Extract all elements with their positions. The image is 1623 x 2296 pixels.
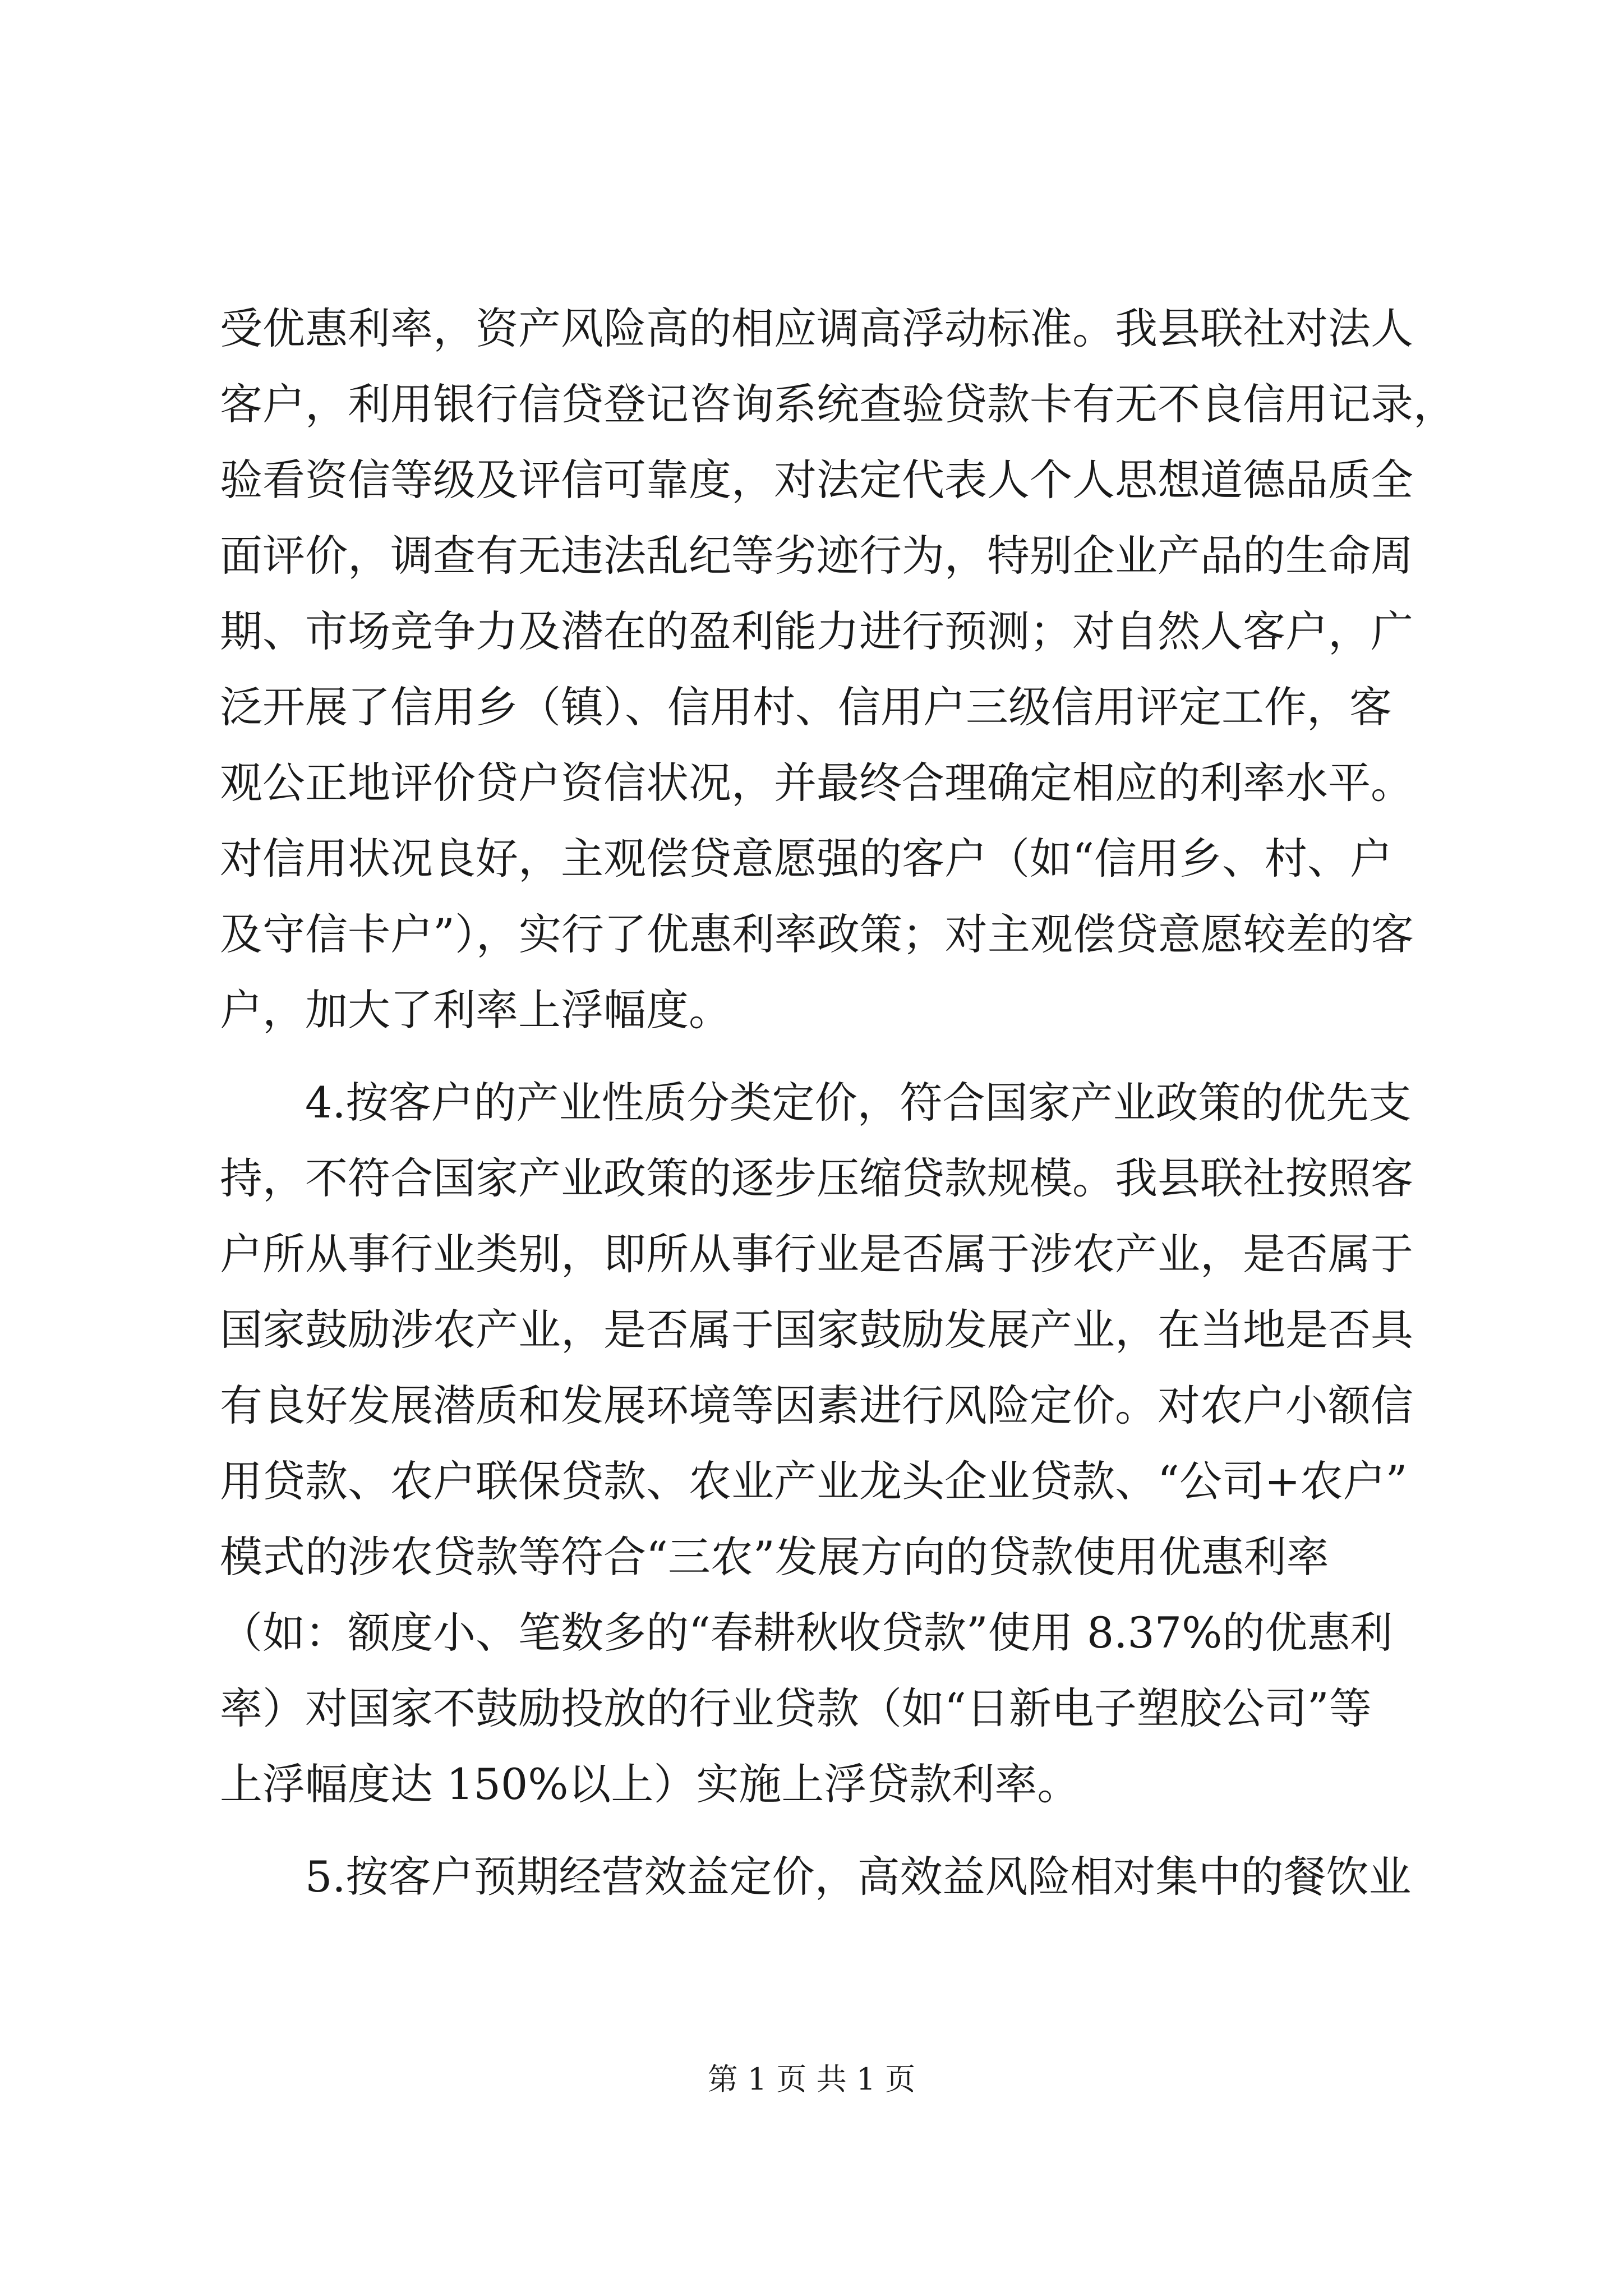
paragraph bbox=[220, 1839, 1454, 1915]
text-line: 有良好发展潜质和发展环境等因素进行风险定价。对农户小额信 bbox=[220, 1381, 1413, 1430]
text-line: 面评价，调查有无违法乱纪等劣迹行为，特别企业产品的生命周 bbox=[220, 531, 1413, 581]
text-line: 5.按客户预期经营效益定价，高效益风险相对集中的餐饮业 bbox=[305, 1852, 1412, 1902]
text-line: 用贷款、农户联保贷款、农业产业龙头企业贷款、“公司+农户” bbox=[220, 1456, 1408, 1506]
text-line: 模式的涉农贷款等符合“三农”发展方向的贷款使用优惠利率 bbox=[220, 1532, 1329, 1582]
text-line: 客户，利用银行信贷登记咨询系统查验贷款卡有无不良信用记录， bbox=[220, 379, 1456, 429]
text-line: （如：额度小、笔数多的“春耕秋收贷款”使用 8.37%的优惠利 bbox=[220, 1608, 1393, 1658]
text-line: 上浮幅度达 150%以上）实施上浮贷款利率。 bbox=[220, 1759, 1080, 1809]
text-line: 泛开展了信用乡（镇）、信用村、信用户三级信用评定工作，客 bbox=[220, 682, 1392, 732]
paragraph bbox=[220, 291, 1454, 1048]
text-line: 受优惠利率，资产风险高的相应调高浮动标准。我县联社对法人 bbox=[220, 303, 1413, 353]
text-line: 户，加大了利率上浮幅度。 bbox=[220, 985, 731, 1035]
text-line: 持，不符合国家产业政策的逐步压缩贷款规模。我县联社按照客 bbox=[220, 1153, 1413, 1203]
page-number: 第 1 页 共 1 页 bbox=[707, 2062, 916, 2097]
text-line: 观公正地评价贷户资信状况，并最终合理确定相应的利率水平。 bbox=[220, 758, 1413, 808]
body-text bbox=[220, 291, 1454, 1915]
text-line: 4.按客户的产业性质分类定价，符合国家产业政策的优先支 bbox=[305, 1078, 1412, 1128]
text-line: 期、市场竞争力及潜在的盈利能力进行预测；对自然人客户，广 bbox=[220, 606, 1413, 656]
text-line: 户所从事行业类别，即所从事行业是否属于涉农产业，是否属于 bbox=[220, 1229, 1413, 1279]
page-footer bbox=[0, 2060, 1623, 2099]
text-line: 国家鼓励涉农产业，是否属于国家鼓励发展产业，在当地是否具 bbox=[220, 1305, 1413, 1355]
paragraph bbox=[220, 1065, 1454, 1822]
text-line: 率）对国家不鼓励投放的行业贷款（如“日新电子塑胶公司”等 bbox=[220, 1683, 1372, 1733]
text-line: 及守信卡户”），实行了优惠利率政策；对主观偿贷意愿较差的客 bbox=[220, 909, 1414, 959]
text-line: 对信用状况良好，主观偿贷意愿强的客户（如“信用乡、村、户 bbox=[220, 834, 1393, 884]
text-line: 验看资信等级及评信可靠度，对法定代表人个人思想道德品质全 bbox=[220, 455, 1413, 505]
